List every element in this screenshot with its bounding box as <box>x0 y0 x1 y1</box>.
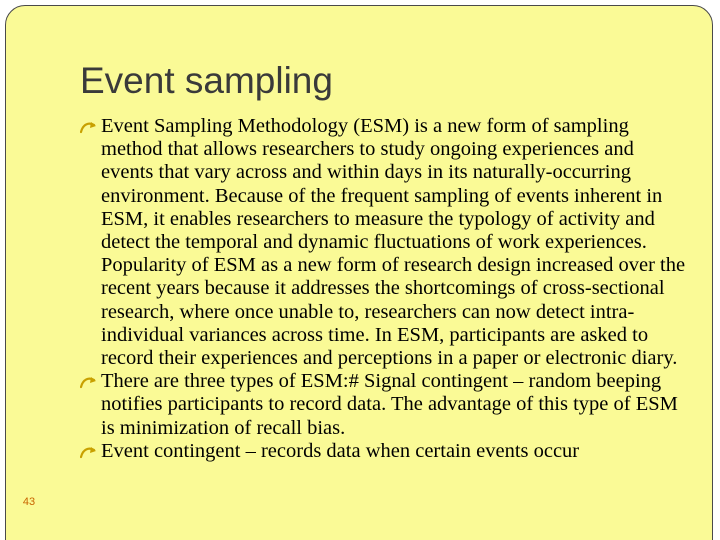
bullet-item <box>80 440 688 463</box>
curved-arrow-icon <box>80 445 98 459</box>
curved-arrow-icon <box>80 120 98 134</box>
bullet-list <box>80 115 688 463</box>
bullet-text: is a new form of sampling method that allows researchers to study ongoing experiences and events that vary across and within days in its naturally-occurring environment. Because of the frequent sampling of events inherent in ESM, it enables researchers to measure the typology of activity and detect the temporal and dynamic fluctuations of work experiences. Popularity of ESM as a new form of research design increased over the recent years because it addresses the shortcomings of cross-sectional research, where once unable to, researchers can now detect intra-individual variances across time. In ESM, participants are asked to record their experiences and perceptions in a paper or electronic diary. <box>101 115 686 370</box>
slide-title: Event sampling <box>80 60 333 101</box>
curved-arrow-icon <box>80 375 98 389</box>
page-number: 43 <box>22 496 36 508</box>
bullet-lead: Event Sampling Methodology (ESM) <box>101 115 410 137</box>
bullet-text: Event contingent – records data when certain events occur <box>101 439 580 462</box>
bullet-item <box>80 370 688 440</box>
bullet-text: There are three types of ESM:# Signal contingent – random beeping notifies participants to record data. The advantage of this type of ESM is minimization of recall bias. <box>101 370 678 439</box>
bullet-item <box>80 115 688 370</box>
